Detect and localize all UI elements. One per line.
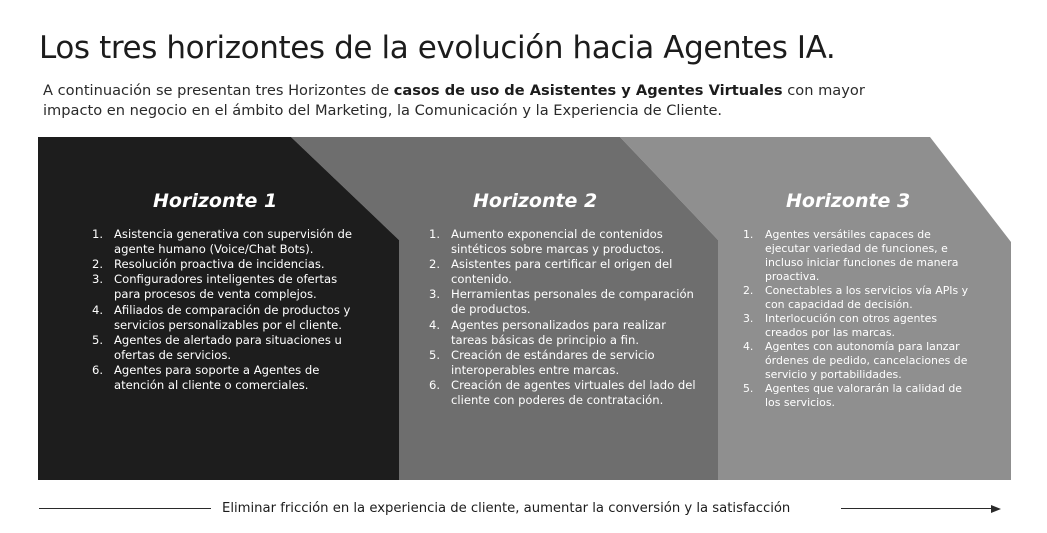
list-item-number: 2. xyxy=(92,257,104,272)
horizon-1-title: Horizonte 1 xyxy=(153,190,278,212)
footer-arrow-line-left xyxy=(39,508,211,509)
list-item-number: 2. xyxy=(743,284,754,298)
list-item xyxy=(743,382,975,410)
horizon-1-list xyxy=(92,227,362,393)
horizon-2-title: Horizonte 2 xyxy=(473,190,598,212)
list-item-number: 3. xyxy=(429,287,441,302)
list-item xyxy=(743,312,975,340)
list-item-text: Resolución proactiva de incidencias. xyxy=(114,257,325,272)
list-item xyxy=(429,318,697,348)
list-item xyxy=(743,284,975,312)
list-item-text: Creación de agentes virtuales del lado del cliente con poderes de contratación. xyxy=(451,377,696,407)
list-item-number: 5. xyxy=(92,332,104,347)
list-item-number: 5. xyxy=(743,382,754,396)
list-item-text: Configuradores inteligentes de ofertas para procesos de venta complejos. xyxy=(114,272,338,302)
list-item xyxy=(92,272,362,302)
list-item-text: Creación de estándares de servicio interoperables entre marcas. xyxy=(451,347,655,377)
arrow-head-icon xyxy=(991,505,1001,513)
page-title: Los tres horizontes de la evolución hacia Agentes IA. xyxy=(39,30,836,66)
list-item-text: Agentes para soporte a Agentes de atención al cliente o comerciales. xyxy=(114,362,320,392)
list-item-number: 2. xyxy=(429,257,441,272)
horizon-3-title: Horizonte 3 xyxy=(786,190,911,212)
list-item xyxy=(92,333,362,363)
list-item-text: Interlocución con otros agentes creados por las marcas. xyxy=(765,312,938,340)
horizon-3-list xyxy=(743,228,975,410)
footer-arrow-line-right xyxy=(841,508,993,509)
list-item-number: 6. xyxy=(92,362,104,377)
list-item-number: 1. xyxy=(92,227,104,241)
list-item-number: 4. xyxy=(743,340,754,354)
footer-caption: Eliminar fricción en la experiencia de cliente, aumentar la conversión y la satisfacción xyxy=(222,501,791,516)
list-item-number: 4. xyxy=(429,317,441,332)
list-item xyxy=(429,287,697,317)
list-item-number: 3. xyxy=(92,272,104,287)
list-item-text: Asistencia generativa con supervisión de agente humano (Voice/Chat Bots). xyxy=(114,227,353,256)
list-item-number: 6. xyxy=(429,377,441,392)
list-item-number: 1. xyxy=(429,227,441,241)
subtitle-bold-text: casos de uso de Asistentes y Agentes Virtuales xyxy=(393,82,783,99)
list-item xyxy=(743,228,975,284)
list-item-text: Agentes que valorarán la calidad de los servicios. xyxy=(765,382,962,410)
list-item-text: Herramientas personales de comparación de productos. xyxy=(451,287,694,317)
list-item-text: Agentes de alertado para situaciones u ofertas de servicios. xyxy=(114,332,342,362)
list-item xyxy=(92,257,362,272)
list-item-text: Agentes versátiles capaces de ejecutar variedad de funciones, e incluso iniciar funciones de manera proactiva. xyxy=(765,228,959,283)
list-item-text: Aumento exponencial de contenidos sintéticos sobre marcas y productos. xyxy=(451,227,665,256)
subtitle-text-end: con mayor impacto en negocio en el ámbito del Marketing, la Comunicación y la Experiencia de Cliente. xyxy=(43,82,865,119)
subtitle-text-start: A continuación se presentan tres Horizontes de xyxy=(43,82,394,99)
list-item-number: 1. xyxy=(743,228,754,241)
list-item-number: 4. xyxy=(92,302,104,317)
list-item-text: Agentes con autonomía para lanzar órdenes de pedido, cancelaciones de servicio y portabilidades. xyxy=(765,340,968,382)
list-item-text: Afiliados de comparación de productos y servicios personalizables por el cliente. xyxy=(114,302,351,332)
list-item-number: 3. xyxy=(743,312,754,326)
list-item xyxy=(429,348,697,378)
list-item xyxy=(92,227,362,257)
list-item xyxy=(743,340,975,382)
list-item-text: Conectables a los servicios vía APIs y con capacidad de decisión. xyxy=(765,284,969,312)
list-item xyxy=(429,227,697,257)
list-item xyxy=(429,257,697,287)
list-item xyxy=(92,363,362,393)
list-item xyxy=(92,303,362,333)
list-item-number: 5. xyxy=(429,347,441,362)
list-item-text: Asistentes para certificar el origen del contenido. xyxy=(451,257,673,287)
list-item-text: Agentes personalizados para realizar tareas básicas de principio a fin. xyxy=(451,317,666,347)
horizon-2-list xyxy=(429,227,697,408)
list-item xyxy=(429,378,697,408)
